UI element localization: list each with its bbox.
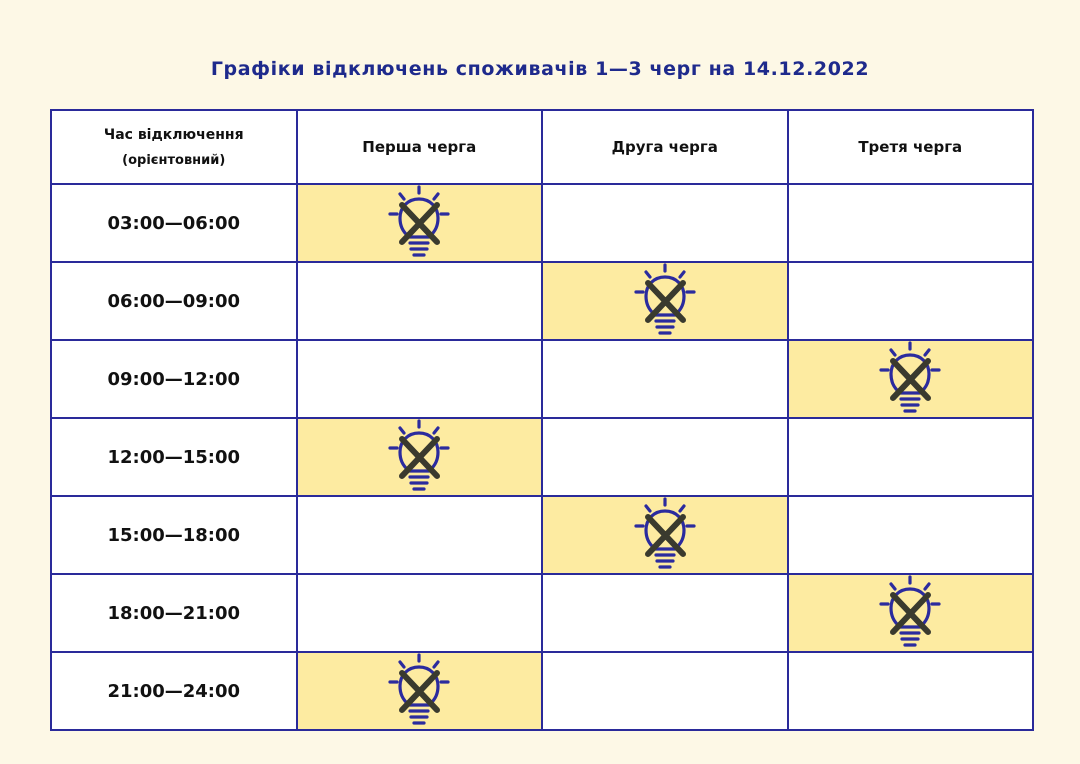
queue-1-header: Перша черга [297,110,543,184]
queue-2-header: Друга черга [542,110,788,184]
queue-3-cell [788,652,1034,730]
queue-3-cell [788,496,1034,574]
queue-1-cell [297,184,543,262]
time-slot-cell: 15:00—18:00 [51,496,297,574]
queue-1-cell [297,340,543,418]
table-row [51,496,1033,574]
time-slot-cell: 21:00—24:00 [51,652,297,730]
queue-1-cell [297,262,543,340]
queue-1-cell [297,652,543,730]
crossed-out-light-bulb-icon [879,341,941,417]
outage-schedule-table [50,109,1034,731]
crossed-out-light-bulb-icon [388,653,450,729]
queue-2-cell [542,496,788,574]
table-row [51,418,1033,496]
queue-2-cell [542,184,788,262]
queue-3-cell [788,184,1034,262]
queue-3-cell [788,418,1034,496]
queue-1-cell [297,418,543,496]
queue-3-cell [788,262,1034,340]
queue-3-cell [788,574,1034,652]
time-column-header [51,110,297,184]
queue-1-cell [297,496,543,574]
crossed-out-light-bulb-icon [388,185,450,261]
page-title: Графіки відключень споживачів 1—3 черг на 14.12.2022 [210,58,870,80]
table-row [51,652,1033,730]
queue-2-cell [542,652,788,730]
crossed-out-light-bulb-icon [634,497,696,573]
queue-2-cell [542,262,788,340]
crossed-out-light-bulb-icon [634,263,696,339]
time-slot-cell: 06:00—09:00 [51,262,297,340]
time-slot-cell: 18:00—21:00 [51,574,297,652]
table-header-row [51,110,1033,184]
queue-1-cell [297,574,543,652]
queue-3-header: Третя черга [788,110,1034,184]
crossed-out-light-bulb-icon [388,419,450,495]
time-slot-cell: 12:00—15:00 [51,418,297,496]
time-slot-cell: 09:00—12:00 [51,340,297,418]
queue-2-cell [542,574,788,652]
table-row [51,574,1033,652]
queue-2-cell [542,340,788,418]
queue-3-cell [788,340,1034,418]
queue-2-cell [542,418,788,496]
time-column-header-title: Час відключення [103,126,244,143]
table-row [51,262,1033,340]
crossed-out-light-bulb-icon [879,575,941,651]
time-slot-cell: 03:00—06:00 [51,184,297,262]
table-row [51,340,1033,418]
table-row [51,184,1033,262]
time-column-header-note: (орієнтовний) [122,152,226,168]
